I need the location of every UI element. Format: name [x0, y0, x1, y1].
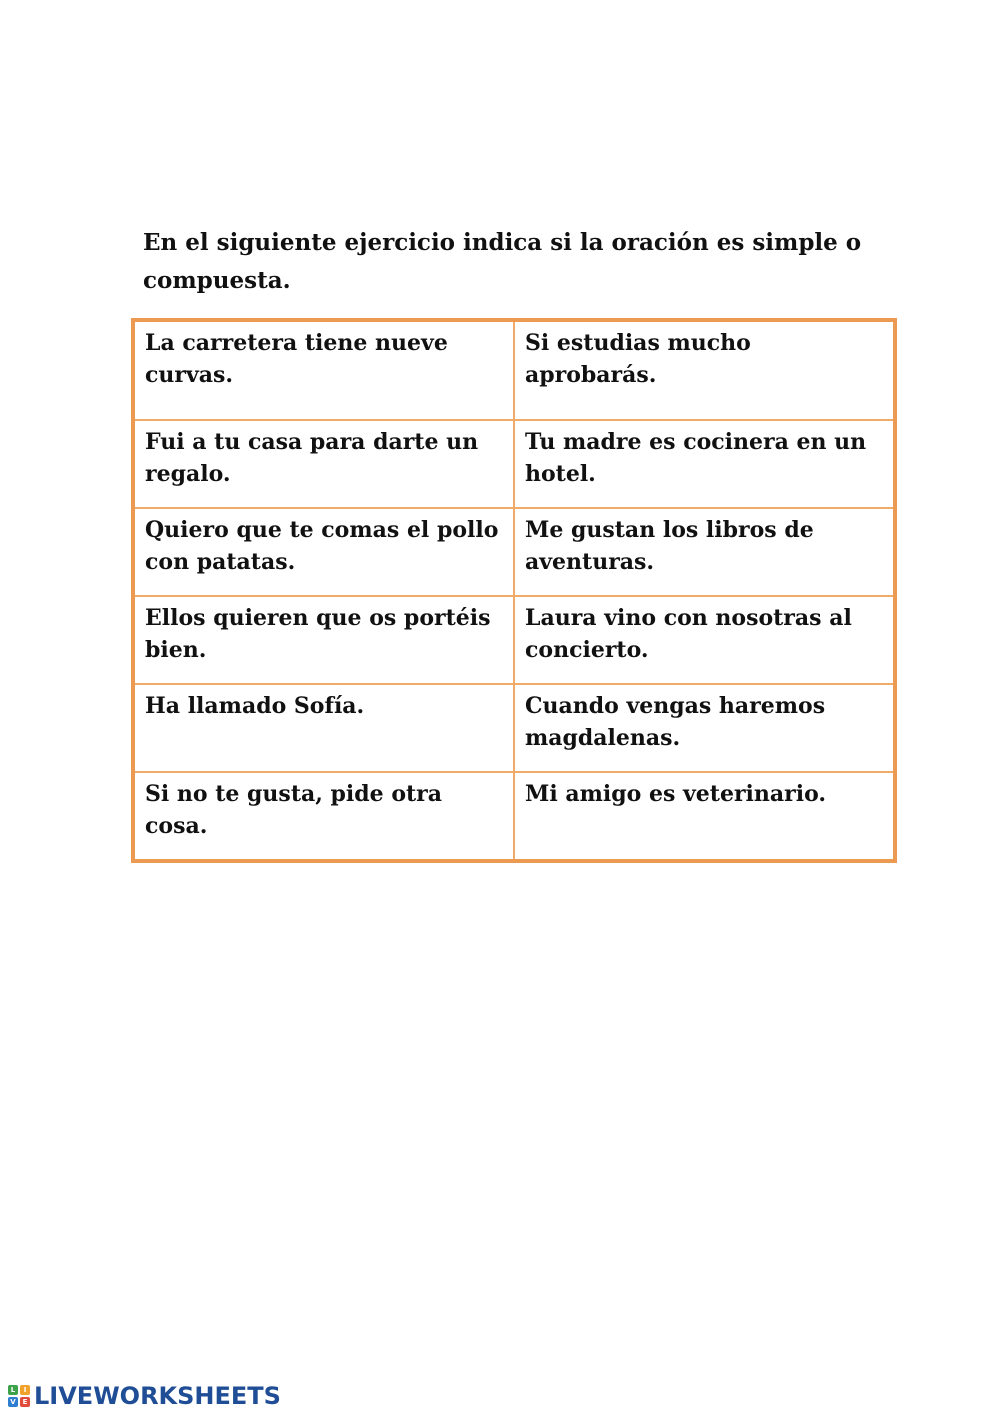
liveworksheets-logo-icon — [8, 1385, 30, 1407]
sentence-cell: Me gustan los libros de aventuras. — [514, 508, 895, 596]
instruction-text: En el siguiente ejercicio indica si la oración es simple o compuesta. — [143, 229, 862, 294]
sentence-cell: Tu madre es cocinera en un hotel. — [514, 420, 895, 508]
sentence-cell: Ha llamado Sofía. — [133, 684, 514, 772]
table-row — [133, 772, 895, 861]
logo-tile: L — [8, 1385, 18, 1395]
table-row — [133, 596, 895, 684]
sentence-cell: Fui a tu casa para darte un regalo. — [133, 420, 514, 508]
table-row — [133, 420, 895, 508]
table-row — [133, 684, 895, 772]
sentence-cell: Laura vino con nosotras al concierto. — [514, 596, 895, 684]
sentence-cell: Ellos quieren que os portéis bien. — [133, 596, 514, 684]
logo-tile: V — [8, 1397, 18, 1407]
logo-text: LIVEWORKSHEETS — [34, 1382, 281, 1410]
liveworksheets-logo — [8, 1382, 281, 1410]
sentence-cell: Cuando vengas haremos magdalenas. — [514, 684, 895, 772]
sentence-cell: Si no te gusta, pide otra cosa. — [133, 772, 514, 861]
sentence-cell: La carretera tiene nueve curvas. — [133, 320, 514, 420]
logo-tile: E — [20, 1397, 30, 1407]
sentence-cell: Mi amigo es veterinario. — [514, 772, 895, 861]
table-row — [133, 508, 895, 596]
logo-tile: I — [20, 1385, 30, 1395]
sentence-cell: Si estudias mucho aprobarás. — [514, 320, 895, 420]
table-row — [133, 320, 895, 420]
sentence-cell: Quiero que te comas el pollo con patatas. — [133, 508, 514, 596]
sentences-table — [131, 318, 897, 863]
